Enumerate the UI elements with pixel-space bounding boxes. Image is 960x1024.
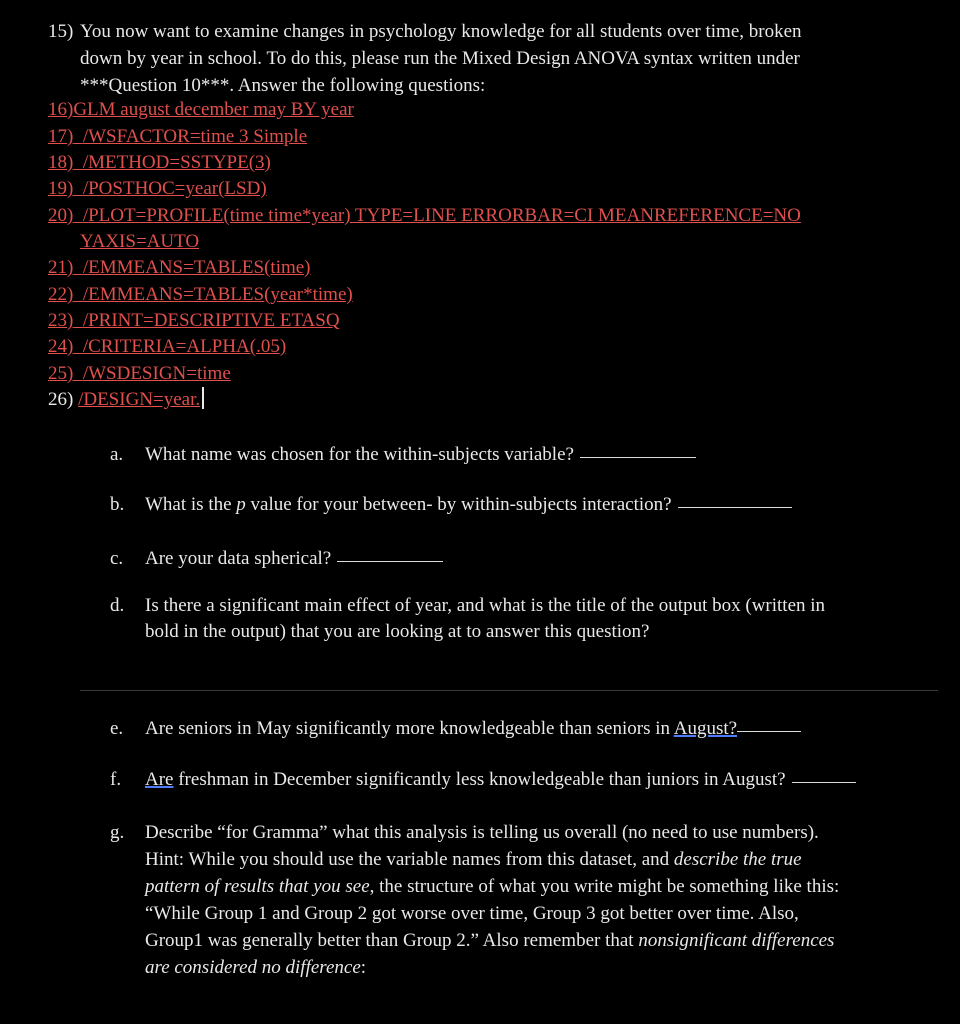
- answer-blank[interactable]: [792, 768, 856, 783]
- answer-line-divider[interactable]: [80, 690, 938, 691]
- syntax-line-24: 24) /CRITERIA=ALPHA(.05): [48, 336, 287, 357]
- syntax-line-20: 20) /PLOT=PROFILE(time time*year) TYPE=LINE ERRORBAR=CI MEANREFERENCE=NO: [48, 205, 801, 226]
- intro-line-3: ***Question 10***. Answer the following questions:: [80, 75, 486, 96]
- syntax-line-20-cont: YAXIS=AUTO: [80, 231, 200, 252]
- syntax-line-19: 19) /POSTHOC=year(LSD): [48, 178, 267, 199]
- answer-blank[interactable]: [580, 443, 696, 458]
- question-c: c. Are your data spherical?: [110, 545, 940, 572]
- question-15-intro: [48, 18, 948, 99]
- syntax-line-18: 18) /METHOD=SSTYPE(3): [48, 152, 271, 173]
- question-e: e. Are seniors in May significantly more knowledgeable than seniors in August?: [110, 715, 940, 742]
- question-g: g. Describe “for Gramma” what this analysis is telling us overall (no need to use numbers). Hint: While you should use the variable names from this dataset, and describe the true pattern of results that you see, the structure of what you write might be something like this: “While Group 1 and Group 2 got worse over time, Group 3 got better over time. Also, Group1 was generally better than Group 2.” Also remember that nonsignificant differences are considered no difference:: [110, 822, 840, 978]
- question-d: d. Is there a significant main effect of year, and what is the title of the output box (written in bold in the output) that you are looking at to answer this question?: [110, 595, 826, 642]
- intro-line-1: You now want to examine changes in psychology knowledge for all students over time, broken: [80, 21, 802, 42]
- syntax-line-17: 17) /WSFACTOR=time 3 Simple: [48, 126, 308, 147]
- syntax-line-25: 25) /WSDESIGN=time: [48, 363, 231, 384]
- intro-line-2: down by year in school. To do this, please run the Mixed Design ANOVA syntax written under: [80, 48, 800, 69]
- text-cursor: [202, 387, 204, 409]
- syntax-line-26[interactable]: 26) /DESIGN=year.: [48, 387, 204, 413]
- question-f: f. Are freshman in December significantly less knowledgeable than juniors in August?: [110, 766, 940, 793]
- syntax-line-21: 21) /EMMEANS=TABLES(time): [48, 257, 311, 278]
- answer-blank[interactable]: [337, 547, 443, 562]
- question-b: b. What is the p value for your between- by within-subjects interaction?: [110, 491, 940, 518]
- syntax-line-16: 16)GLM august december may BY year: [48, 99, 354, 120]
- syntax-text: GLM august december may BY year: [73, 99, 354, 120]
- syntax-text: /DESIGN=year.: [78, 389, 201, 410]
- answer-blank[interactable]: [678, 493, 792, 508]
- question-number: 15): [48, 21, 74, 42]
- answer-blank[interactable]: [737, 717, 801, 732]
- syntax-line-22: 22) /EMMEANS=TABLES(year*time): [48, 284, 353, 305]
- syntax-line-23: 23) /PRINT=DESCRIPTIVE ETASQ: [48, 310, 340, 331]
- question-a: a. What name was chosen for the within-subjects variable?: [110, 441, 940, 468]
